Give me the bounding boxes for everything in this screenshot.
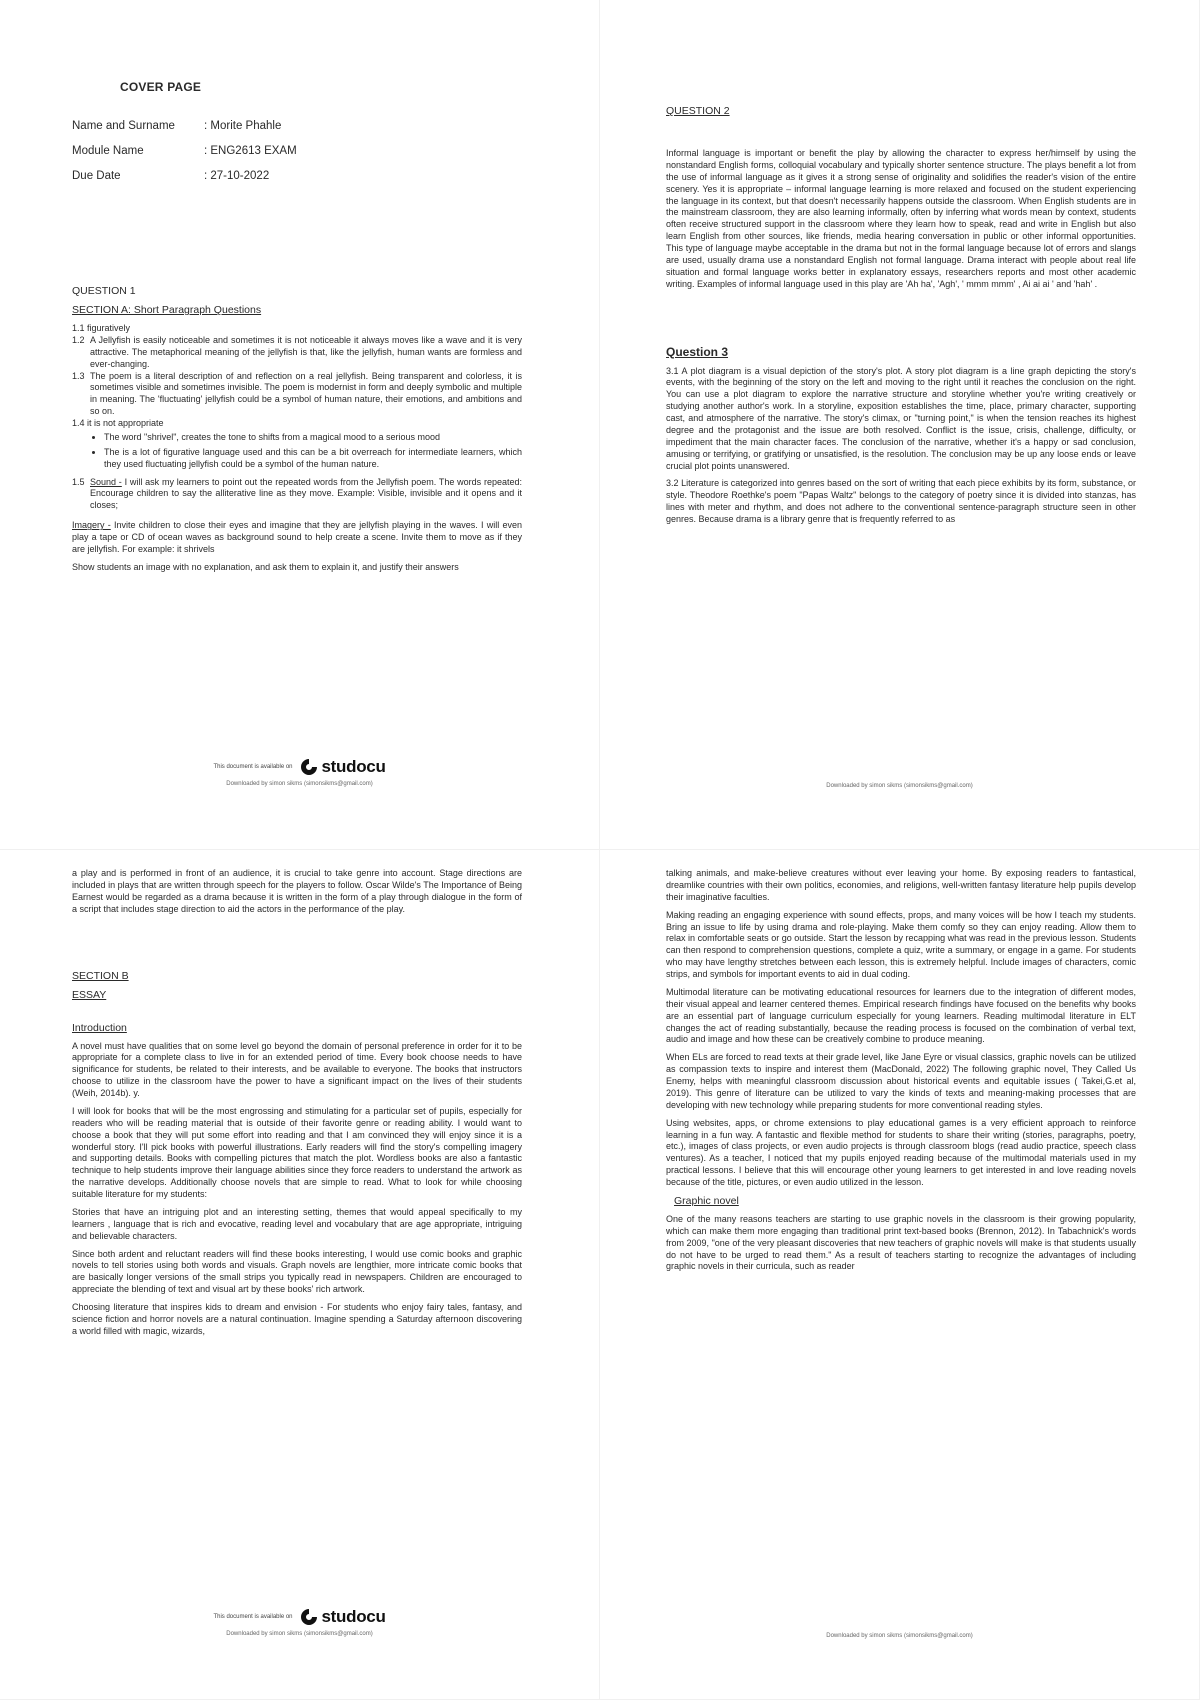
downloaded-by: Downloaded by simon sikms (simonsikms@gmail.com) — [226, 781, 373, 787]
page-2 — [600, 0, 1200, 850]
studocu-logo[interactable] — [299, 1607, 386, 1627]
essay-paragraph: When ELs are forced to read texts at their grade level, like Jane Eyre or visual classics, graphic novels can be utilized as compassion texts to inspire and interest them (MacDonald, 2022) The following graphic novel, They Called Us Enemy, helps with meaningful classroom discussion about historical events and equitable issues ( Takei,G.et al, 2019). This genre of literature can be utilized to vary the kinds of texts and meaning-making processes that are developing with new technology while preparing students for more conventional reading styles. — [666, 1052, 1136, 1110]
info-label: Due Date — [72, 170, 121, 182]
sound-label: Sound - — [90, 476, 122, 487]
essay-paragraph: Stories that have an intriguing plot and an interesting setting, themes that would appeal specifically to my learners , language that is rich and evocative, reading level and vocabulary that are age appropriate, intriguing and believable characters. — [72, 1206, 522, 1241]
studocu-logo[interactable] — [299, 757, 386, 777]
essay-paragraph: Choosing literature that inspires kids to dream and envision - For students who enjoy fairy tales, fantasy, and science fiction and horror novels are a natural continuation. Imagine spending a Saturday afternoon discovering a world filled with magic, wizards, — [72, 1302, 522, 1336]
essay-paragraph: I will look for books that will be the most engrossing and stimulating for a particular set of pupils, especially for readers who will be reading material that is outside of their favorite genre or reading ability. I would want to choose a book that they will put some effort into reading and that I am convinced they will enjoy since it is a wonderful story. I'll pick books with powerful illustrations. Early readers will find the story's compelling imagery and supporting details. Books with compelling pictures that match the plot. Wordless books are also a fantastic technique to help students improve their language abilities since they force readers to understand the artwork as the narrative develops. Additionally choose novels that are simple to read. What to look for while choosing suitable literature for my students: — [72, 1105, 522, 1199]
bullet-item: • The word "shrivel", creates the tone to shifts from a magical mood to a serious mood — [104, 432, 522, 444]
available-text: This document is available on — [213, 764, 293, 770]
studocu-logo-icon — [299, 1607, 319, 1627]
question-1-heading: QUESTION 1 — [72, 285, 136, 297]
page-3 — [0, 850, 600, 1700]
question-2-heading: QUESTION 2 — [666, 105, 730, 117]
info-value: : Morite Phahle — [204, 120, 282, 132]
imagery-label: Imagery - — [72, 520, 111, 531]
page-3-content — [72, 868, 522, 1344]
answer-1-2-text: A Jellyfish is easily noticeable and sometimes it is not noticeable it always moves like a wave and it is very attractive. The metaphorical meaning of the jellyfish is that, like the jellyfish, human wants are formless and ever-changing. — [90, 334, 522, 369]
answer-3-1: 3.1 A plot diagram is a visual depiction of the story's plot. A story plot diagram is a line graph depicting the story's events, with the beginning of the story on the left and moving to the right until it reaches the conclusion on the right. You can use a plot diagram to explore the narrative structure and storyline whether you're writing creatively or studying another author's work. In a storyline, exposition establishes the time, place, primary character, supporting cast, and atmosphere of the narrative. The story's climax, or "turning point," is when the tension reaches its highest degree and the protagonist and the issue are both resolved. Conflict is the issue, crisis, challenge, difficulty, or impediment that the main character faces. The conclusion of the narrative, whether it's a happy or sad conclusion, amusing or terrifying, or gratifying or unsatisfied, is the resolution. The conclusion may be up any loose ends or leave crucial plot points unanswered. — [666, 365, 1136, 471]
answer-1-4 — [72, 418, 522, 430]
page-1 — [0, 0, 600, 850]
imagery-text: Invite children to close their eyes and imagine that they are jellyfish playing in the waves. I will even play a tape or CD of ocean waves as background sound to help create a scene. Invite them to move as if they are jellyfish. For example: it shrivels — [72, 520, 522, 554]
answer-1-3-text: The poem is a literal description of and reflection on a real jellyfish. Being transparent and colorless, it is sometimes visible and sometimes invisible. The poem is modernist in form and deeply symbolic and multiple in meaning. The 'fluctuating' jellyfish could be a symbol of human nature, their emotions, and ambitions and so on. — [90, 370, 522, 417]
answer-1-4-bullets — [72, 432, 522, 471]
essay-paragraph: Since both ardent and reluctant readers will find these books interesting, I would use comic books and graphic novels to tell stories using both words and visuals. Graph novels are lengthier, more intricate comic books that are basically longer versions of the small strips you typically read in newspapers. Children are encouraged to appreciate the blending of text and visual art by these books' rich artwork. — [72, 1248, 522, 1295]
question-3-continued: a play and is performed in front of an audience, it is crucial to take genre into account. Stage directions are included in plays that are written through speech for the players to follow. Oscar Wilde's The Importance of Being Earnest would be regarded as a drama because it is written in the form of a play through dialogue in the form of a script that includes stage direction to aid the actors in the performance of the play. — [72, 868, 522, 914]
page-footer — [600, 1633, 1199, 1639]
bullet-item: • The is a lot of figurative language used and this can be a bit overreach for intermediate learners, which they used fluctuating jellyfish could be a symbol of the human nature. — [104, 447, 522, 471]
section-b-heading: SECTION B — [72, 969, 129, 982]
answer-3-2: 3.2 Literature is categorized into genres based on the sort of writing that each piece exhibits by its form, substance, or style. Theodore Roethke's poem "Papas Waltz" belongs to the category of poetry since it is divided into stanzas, has lines with meter and rhythm, and does not adhere to the conventional sentence-paragraph structure seen in other genres. Because drama is a library genre that is frequently referred to as — [666, 478, 1136, 524]
show-paragraph: Show students an image with no explanation, and ask them to explain it, and justify their answers — [72, 561, 459, 572]
answer-1-5-text: I will ask my learners to point out the repeated words from the Jellyfish poem. The words repeated: Encourage children to say the alliterative line as they move. Example: Visible, invisible and it opens and it closes; — [90, 476, 522, 511]
info-value: : ENG2613 EXAM — [204, 145, 297, 157]
cover-title: COVER PAGE — [120, 80, 202, 94]
info-module-row — [72, 145, 522, 157]
studocu-banner — [0, 757, 599, 777]
page-4 — [600, 850, 1200, 1700]
page-footer — [0, 1607, 599, 1637]
question-2-answer: Informal language is important or benefit the play by allowing the character to express her/himself by using the nonstandard English forms, colloquial vocabulary and typically shorter sentence structure. The plays benefit a lot from the use of informal language as it gives it a strong sense of originality and solidifies the reader's vision of the entire scenery. Yes it is appropriate – informal language learning is more relaxed and focused on the student experiencing the language in its context, but that doesn't necessarily happens outside the classroom. When English students are in the mainstream classroom, they are also learning informally, often by inferring what words mean by context, students often receive structured support in the classroom where they learn how to speak, read and write in English but also learn English from other sources, like friends, media hearing conversation in public or other informal opportunities. This type of language maybe acceptable in the drama but not in the formal language because lot of errors and slangs are used, usually drama use a nonstandard English not formal language. Drama interact with people about real life situation and formal language works better in explanatory essays, researchers reports and most other academic writing. Examples of informal language used in this play are 'Ah ha', 'Agh', ' mmm mmm' , Ai ai ai ' and 'hah' . — [666, 148, 1136, 289]
answer-1-1 — [72, 323, 522, 335]
page-footer — [0, 757, 599, 787]
info-value: : 27-10-2022 — [204, 170, 270, 182]
introduction-heading: Introduction — [72, 1021, 127, 1034]
question-3-heading: Question 3 — [666, 344, 729, 359]
answer-1-1-text: 1.1 figuratively — [72, 323, 131, 333]
page-1-content — [72, 80, 522, 580]
info-label: Name and Surname — [72, 120, 175, 132]
answer-number: 1.5 — [72, 476, 85, 487]
imagery-paragraph — [72, 520, 522, 556]
answer-1-3 — [72, 371, 522, 419]
studocu-banner — [0, 1607, 599, 1627]
page-4-content — [666, 868, 1136, 1279]
studocu-wordmark: studocu — [321, 757, 386, 776]
section-a-heading: SECTION A: Short Paragraph Questions — [72, 304, 262, 316]
page-2-content — [666, 105, 1136, 532]
info-label: Module Name — [72, 145, 144, 157]
essay-paragraph: Using websites, apps, or chrome extensions to play educational games is a very efficient approach to reinforce learning in a fun way. A fantastic and flexible method for students to share their writing (stories, paragraphs, poetry, etc.), images of class projects, or even audio projects is through classroom blogs (read audio practice, speech class ventures). As a teacher, I noticed that my pupils enjoyed reading because of the multimodal materials used in my practical lessons. I believe that this will encourage other young learners to get interested in and love reading novels because of the title, pictures, or even audio utilized in the lesson. — [666, 1117, 1136, 1187]
essay-paragraph: One of the many reasons teachers are starting to use graphic novels in the classroom is their growing popularity, which can make them more engaging than traditional print text-based books (Brennon, 2012). In Tabachnick's words from 2009, "one of the very pleasant discoveries that new teachers of graphic novels will make is that students usually do not have to be urged to read them." As a result of teachers starting to recognize the advantages of including graphic novels in their curricula, such as reader — [666, 1213, 1136, 1272]
essay-paragraph: talking animals, and make-believe creatures without ever leaving your home. By exposing readers to fantastical, dreamlike countries with their own politics, economies, and religions, well-written fantasy literature help pupils develop their imaginative faculties. — [666, 868, 1136, 902]
essay-paragraph: A novel must have qualities that on some level go beyond the domain of personal preference in order for it to be appropriate for a complete class to live in for an extended period of time. Every book choose needs to have significance for students, be related to their interests, and be available to everyone. The books that instructors choose to utilize in the classroom have the power to have a significant impact on the lives of their students (Weih, 2014b). y. — [72, 1040, 522, 1098]
page-footer — [600, 783, 1199, 789]
essay-paragraph: Making reading an engaging experience with sound effects, props, and many voices will be how I teach my students. Bring an issue to life by using drama and role-playing. Make them comfy so they can enjoy reading. Allow them to relax in comfortable seats or go outside. Start the lesson by recapping what was read in the previous lesson. Students can then respond to comprehension questions, complete a quiz, write a summary, or engage in a game. For students who may have lengthy stretches between each lesson, this is extremely helpful. Include images of characters, comic strips, and symbols for important events to aid in dual coding. — [666, 909, 1136, 979]
answer-number: 1.3 — [72, 370, 85, 381]
studocu-wordmark: studocu — [321, 1607, 386, 1626]
downloaded-by: Downloaded by simon sikms (simonsikms@gmail.com) — [226, 1631, 373, 1637]
available-text: This document is available on — [213, 1614, 293, 1620]
answer-1-5 — [72, 477, 522, 513]
answer-1-2 — [72, 335, 522, 371]
essay-heading: ESSAY — [72, 988, 107, 1001]
info-due-row — [72, 170, 522, 182]
downloaded-by: Downloaded by simon sikms (simonsikms@gmail.com) — [826, 1633, 973, 1639]
graphic-novel-heading: Graphic novel — [674, 1194, 739, 1207]
answer-1-4-text: 1.4 it is not appropriate — [72, 418, 164, 428]
answer-number: 1.2 — [72, 334, 85, 345]
info-name-row — [72, 120, 522, 132]
studocu-logo-icon — [299, 757, 319, 777]
downloaded-by: Downloaded by simon sikms (simonsikms@gmail.com) — [826, 783, 973, 789]
essay-paragraph: Multimodal literature can be motivating educational resources for learners due to the integration of different modes, their visual appeal and learner centered themes. Empirical research findings have focused on the benefits why books are an essential part of language curriculum especially for young learners. Reading multimodal literature in ELT changes the act of reading substantially, because the reading process is focused on the combination of verbal text, audio and image and how these can be creatively combine to produce meaning. — [666, 986, 1136, 1045]
